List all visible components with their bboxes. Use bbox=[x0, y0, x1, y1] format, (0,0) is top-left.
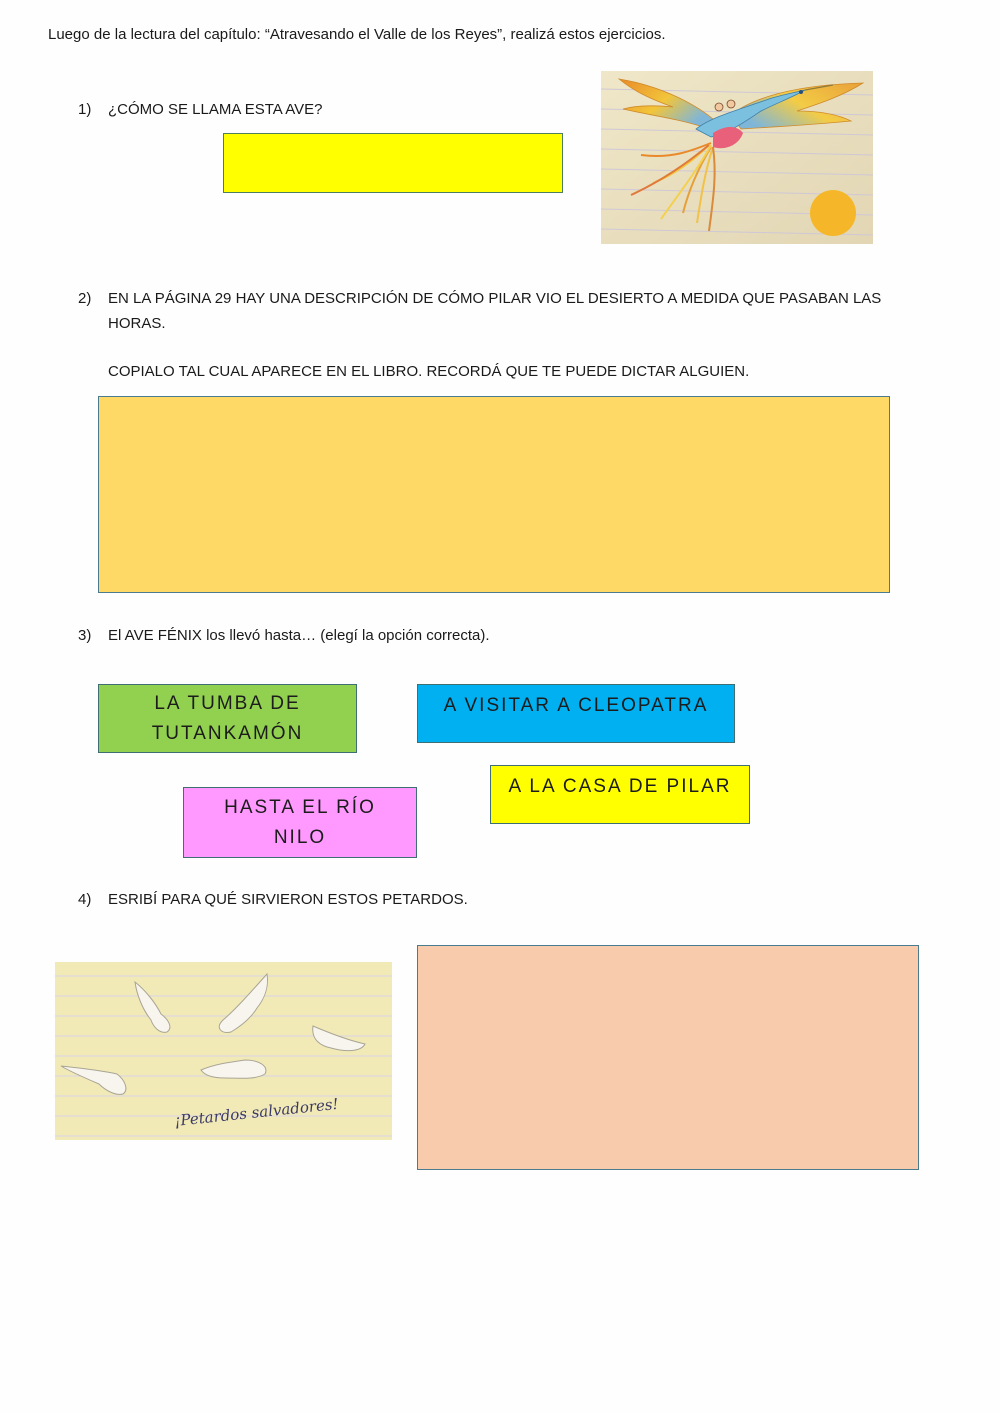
question-4-number: 4) bbox=[78, 891, 92, 908]
option-tumba-tutankamon[interactable] bbox=[98, 684, 357, 753]
option-cleopatra-label: A VISITAR A CLEOPATRA bbox=[443, 695, 709, 716]
question-4-text: ESRIBÍ PARA QUÉ SIRVIERON ESTOS PETARDOS. bbox=[108, 891, 468, 908]
option-casa-de-pilar[interactable] bbox=[490, 765, 750, 824]
option-tumba-line1: LA TUMBA DE bbox=[154, 692, 301, 714]
question-2-instruction: COPIALO TAL CUAL APARECE EN EL LIBRO. RECORDÁ QUE TE PUEDE DICTAR ALGUIEN. bbox=[108, 363, 750, 380]
question-2-line2: HORAS. bbox=[108, 315, 166, 332]
question-1-number: 1) bbox=[78, 101, 92, 118]
intro-text: Luego de la lectura del capítulo: “Atravesando el Valle de los Reyes”, realizá estos ejercicios. bbox=[48, 26, 666, 43]
question-2-number: 2) bbox=[78, 290, 92, 307]
petardos-illustration bbox=[55, 962, 392, 1140]
answer-2-field[interactable] bbox=[98, 396, 890, 593]
question-2-line1: EN LA PÁGINA 29 HAY UNA DESCRIPCIÓN DE CÓMO PILAR VIO EL DESIERTO A MEDIDA QUE PASABAN LAS bbox=[108, 290, 882, 307]
question-3-text: El AVE FÉNIX los llevó hasta… (elegí la opción correcta). bbox=[108, 627, 490, 644]
option-nilo-line2: NILO bbox=[273, 826, 327, 848]
option-casa-label: A LA CASA DE PILAR bbox=[508, 776, 732, 797]
answer-1-field[interactable] bbox=[223, 133, 563, 193]
petardos-caption: ¡Petardos salvadores! bbox=[173, 1094, 340, 1130]
phoenix-illustration bbox=[601, 71, 873, 244]
option-rio-nilo[interactable] bbox=[183, 787, 417, 858]
option-visitar-cleopatra[interactable] bbox=[417, 684, 735, 743]
option-tumba-line2: TUTANKAMÓN bbox=[151, 722, 304, 744]
question-3-number: 3) bbox=[78, 627, 92, 644]
question-1-text: ¿CÓMO SE LLAMA ESTA AVE? bbox=[108, 101, 323, 118]
option-nilo-line1: HASTA EL RÍO bbox=[224, 796, 376, 818]
answer-4-field[interactable] bbox=[417, 945, 919, 1170]
